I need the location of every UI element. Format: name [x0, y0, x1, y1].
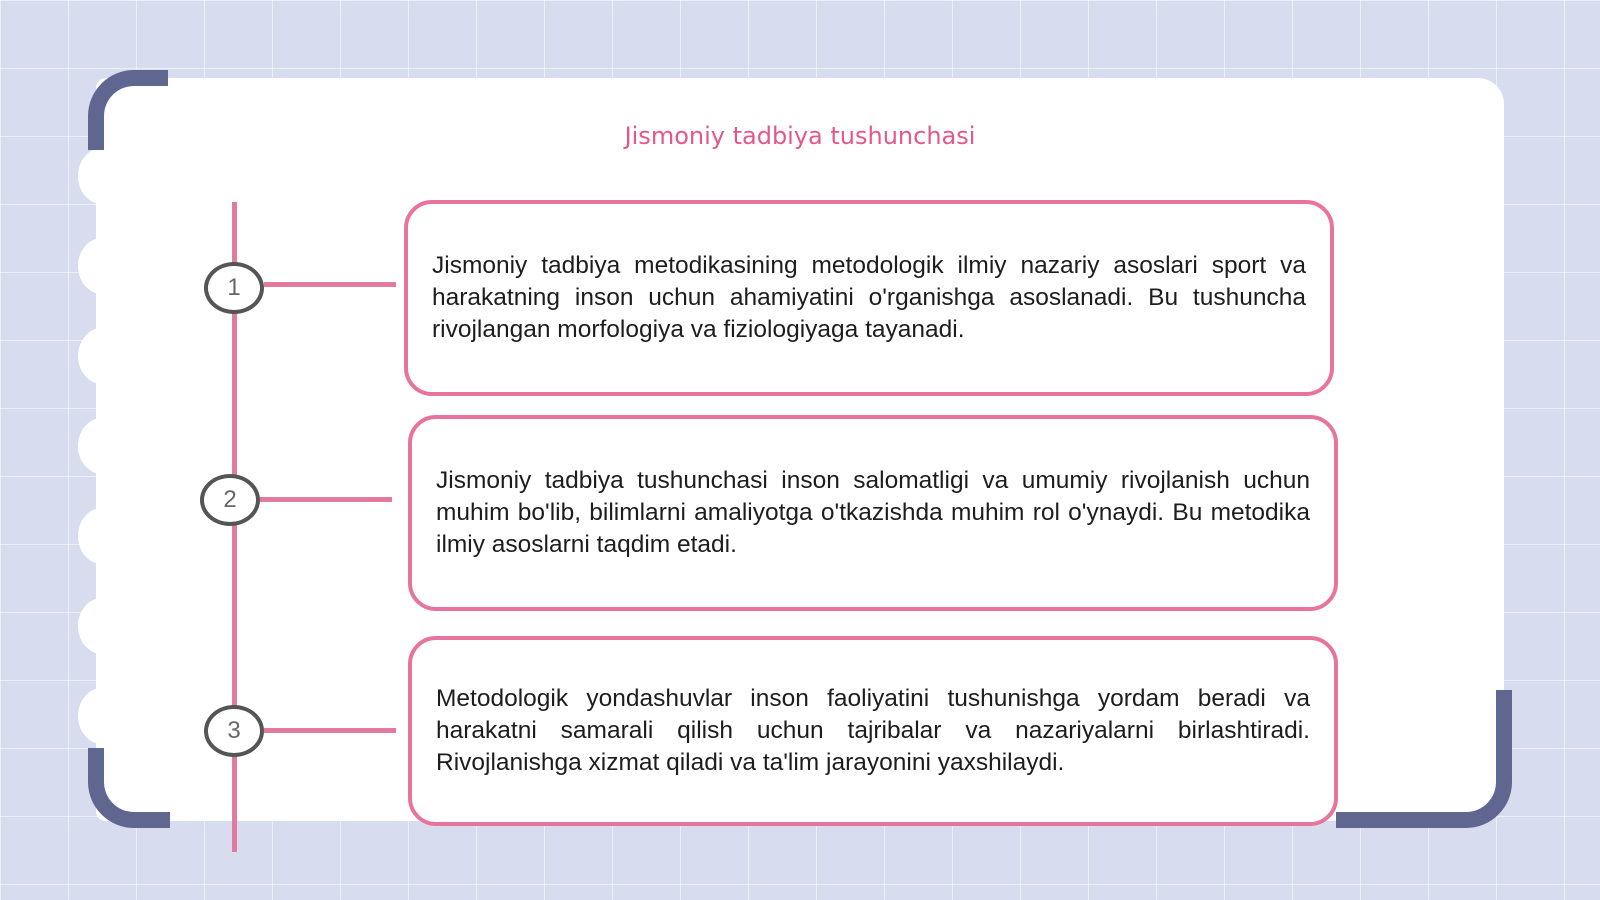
corner-bracket-bottom-right — [1336, 690, 1512, 828]
card-scallop — [78, 148, 126, 204]
card-scallop — [78, 688, 126, 744]
info-box-1 — [404, 200, 1334, 396]
card-scallop — [78, 238, 126, 294]
timeline-connector — [264, 282, 396, 287]
card-scallop — [78, 598, 126, 654]
info-box-2 — [408, 415, 1338, 611]
card-scallop — [78, 508, 126, 564]
info-text-2: Jismoniy tadbiya tushunchasi inson salomatligi va umumiy rivojlanish uchun muhim bo'lib, bilimlarni amaliyotga o'tkazishda muhim rol o'ynaydi. Bu metodika ilmiy asoslarni taqdim etadi. — [436, 467, 1310, 558]
timeline-connector — [264, 728, 396, 733]
step-number-2: 2 — [200, 474, 260, 526]
info-text-3: Metodologik yondashuvlar inson faoliyatini tushunishga yordam beradi va harakatni samarali qilish uchun tajribalar va nazariyalarni birlashtiradi. Rivojlanishga xizmat qiladi va ta'lim jarayonini yaxshilaydi. — [436, 685, 1310, 776]
card-scallop — [78, 418, 126, 474]
timeline-connector — [260, 497, 392, 502]
step-number-3: 3 — [204, 705, 264, 757]
page-title: Jismoniy tadbiya tushunchasi — [624, 122, 976, 150]
card-scallop — [78, 328, 126, 384]
step-number-1: 1 — [204, 262, 264, 314]
info-text-1: Jismoniy tadbiya metodikasining metodologik ilmiy nazariy asoslari sport va harakatning inson uchun ahamiyatini o'rganishga asoslanadi. Bu tushuncha rivojlangan morfologiya va fiziologiyaga tayanadi. — [432, 252, 1306, 343]
info-box-3 — [408, 636, 1338, 826]
